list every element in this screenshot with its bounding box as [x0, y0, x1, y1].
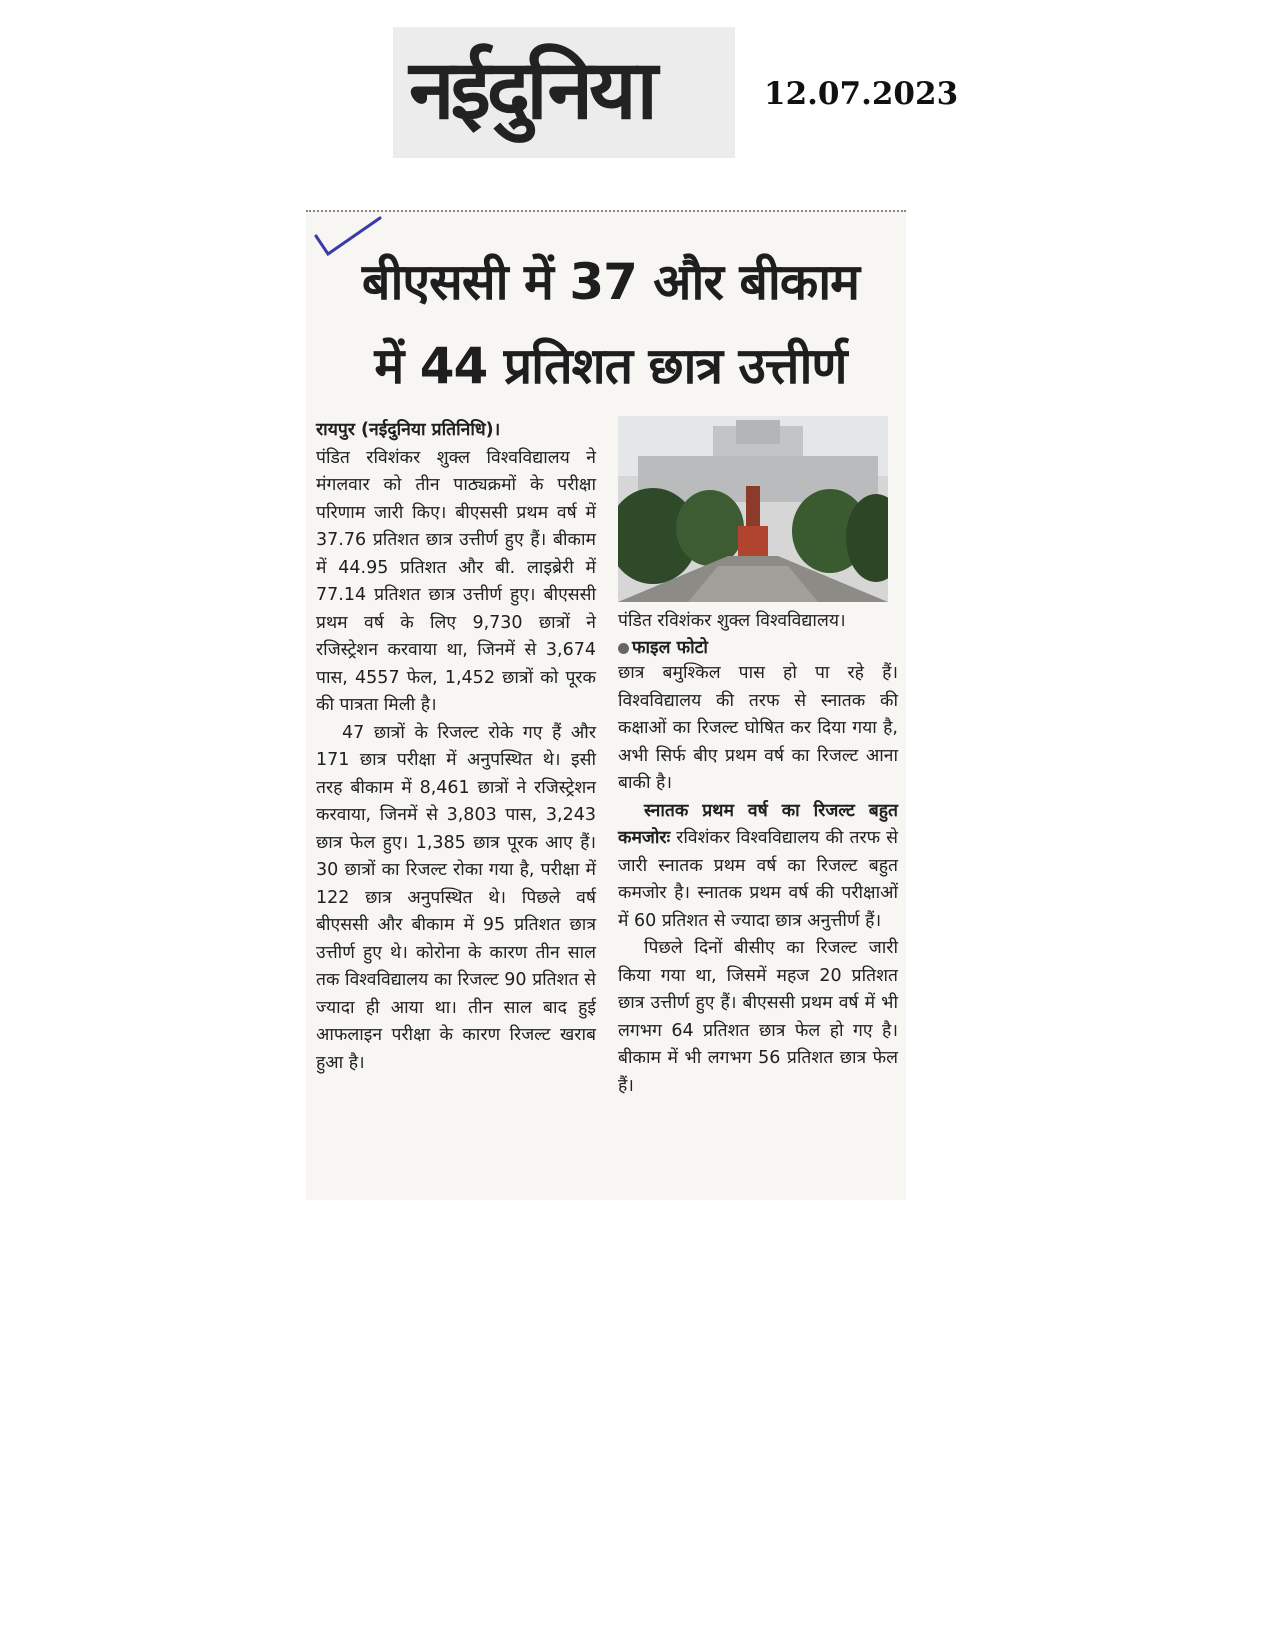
photo-caption-block	[618, 608, 898, 662]
subhead-body: रविशंकर विश्वविद्यालय की तरफ से जारी स्नातक प्रथम वर्ष का रिजल्ट बहुत कमजोर है। स्नातक प्रथम वर्ष की परीक्षाओं में 60 प्रतिशत से ज्यादा छात्र अनुत्तीर्ण हैं।	[618, 828, 898, 931]
paragraph: छात्र बमुश्किल पास हो पा रहे हैं। विश्वविद्यालय की तरफ से स्नातक की कक्षाओं का रिजल्ट घोषित कर दिया गया है, अभी सिर्फ बीए प्रथम वर्ष का रिजल्ट आना बाकी है।	[618, 663, 898, 793]
headline-line-2: में 44 प्रतिशत छात्र उत्तीर्ण	[374, 337, 847, 395]
photo-caption: पंडित रविशंकर शुक्ल विश्वविद्यालय।	[618, 611, 846, 631]
headline	[318, 240, 903, 408]
photo-credit	[618, 635, 898, 662]
article-column-1	[316, 417, 596, 1077]
clipping-border	[306, 210, 906, 212]
paragraph: 47 छात्रों के रिजल्ट रोके गए हैं और 171 छात्र परीक्षा में अनुपस्थित थे। इसी तरह बीकाम में 8,461 छात्रों ने रजिस्ट्रेशन करवाया, जिनमें से 3,803 पास, 3,243 छात्र फेल हुए। 1,385 छात्र पूरक आए हैं। 30 छात्रों का रिजल्ट रोका गया है, परीक्षा में 122 छात्र अनुपस्थित थे। पिछले वर्ष बीएससी और बीकाम में 95 प्रतिशत छात्र उत्तीर्ण हुए थे। कोरोना के कारण तीन साल तक विश्वविद्यालय का रिजल्ट 90 प्रतिशत से ज्यादा ही आया था। तीन साल बाद हुई आफलाइन परीक्षा के कारण रिजल्ट खराब हुआ है।	[316, 722, 596, 1073]
paragraph: पंडित रविशंकर शुक्ल विश्वविद्यालय ने मंगलवार को तीन पाठ्यक्रमों के परीक्षा परिणाम जारी किए। बीएससी प्रथम वर्ष में 37.76 प्रतिशत छात्र उत्तीर्ण हुए हैं। बीकाम में 44.95 प्रतिशत और बी. लाइब्रेरी में 77.14 प्रतिशत छात्र उत्तीर्ण हुए। बीएससी प्रथम वर्ष के लिए 9,730 छात्रों ने रजिस्ट्रेशन करवाया था, जिनमें से 3,674 पास, 4557 फेल, 1,452 छात्रों को पूरक की पात्रता मिली है।	[316, 447, 596, 715]
article-column-2	[618, 660, 898, 1100]
photo-credit-text: फाइल फोटो	[632, 638, 708, 658]
credit-bullet-icon	[618, 643, 629, 654]
university-photo	[618, 416, 888, 602]
dateline: रायपुर (नईदुनिया प्रतिनिधि)।	[316, 420, 501, 440]
newspaper-logo: नईदुनिया	[409, 43, 654, 138]
subhead-paragraph	[618, 798, 898, 936]
headline-line-1: बीएससी में 37 और बीकाम	[361, 253, 860, 311]
paragraph: पिछले दिनों बीसीए का रिजल्ट जारी किया गया था, जिसमें महज 20 प्रतिशत छात्र उत्तीर्ण हुए हैं। बीएससी प्रथम वर्ष में भी लगभग 64 प्रतिशत छात्र फेल हो गए है। बीकाम में भी लगभग 56 प्रतिशत छात्र फेल हैं।	[618, 938, 898, 1096]
masthead	[393, 27, 735, 158]
subheading: स्नातक प्रथम वर्ष का रिजल्ट बहुत कमजोरः	[618, 800, 898, 848]
publication-date: 12.07.2023	[764, 76, 959, 112]
news-clipping	[306, 210, 906, 1200]
